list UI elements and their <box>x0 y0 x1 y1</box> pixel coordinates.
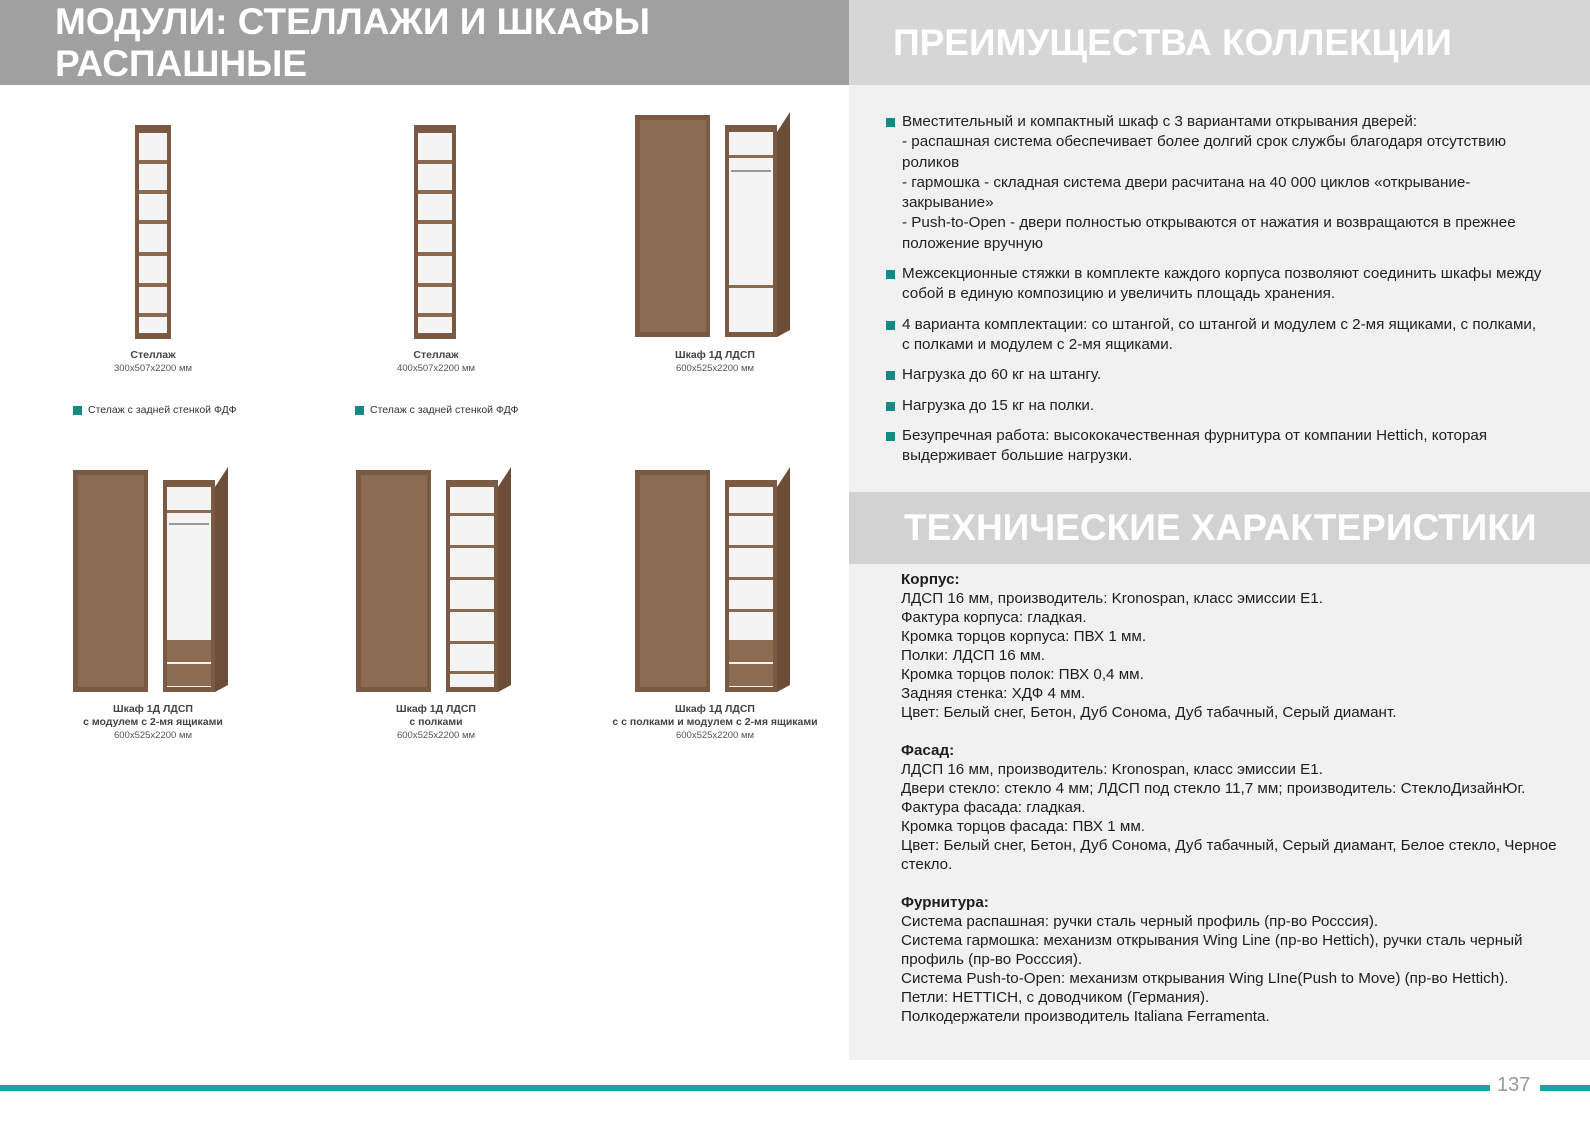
advantage-item <box>886 264 1546 305</box>
product-name: Шкаф 1Д ЛДСП <box>396 703 476 715</box>
wardrobe-drawers-image <box>38 465 268 697</box>
product-dims: 300x507x2200 мм <box>113 363 193 374</box>
product-name: Шкаф 1Д ЛДСП <box>675 349 755 361</box>
advantage-text: Межсекционные стяжки в комплекте каждого корпуса позволяют соединить шкафы между собой в единую композицию и увеличить площадь хранения. <box>902 265 1542 303</box>
bullet-square-icon <box>886 402 895 411</box>
advantage-text: Нагрузка до 60 кг на штангу. <box>902 366 1102 384</box>
advantages-title-text: ПРЕИМУЩЕСТВА КОЛЛЕКЦИИ <box>893 21 1452 63</box>
advantages-list <box>886 112 1546 476</box>
spec-furnitura-text: Система распашная: ручки сталь черный профиль (пр-во Росссия). Система гармошка: механизм открывания Wing Line (пр-во Hettich), ручки сталь черный профиль (пр-во Росссия). Система Push-to-Open: механизм открывания Wing LIne(Push to Move) (пр-во Hettich). Петли: HETTICH, с доводчиком (Германия). Полкодержатели производитель Italiana Ferramenta. <box>901 913 1523 1025</box>
tech-title-text: ТЕХНИЧЕСКИЕ ХАРАКТЕРИСТИКИ <box>904 507 1537 548</box>
tech-title <box>849 492 1590 564</box>
product-note-text: Стелаж с задней стенкой ФДФ <box>88 404 237 416</box>
product-name: Шкаф 1Д ЛДСП <box>675 703 755 715</box>
bullet-square-icon <box>886 432 895 441</box>
product-name: Стеллаж <box>130 349 176 361</box>
product-dims: 600x525x2200 мм <box>675 730 755 741</box>
product-dims: 400x507x2200 мм <box>396 363 476 374</box>
bullet-square-icon <box>886 371 895 380</box>
spec-fasad-title: Фасад: <box>901 742 955 759</box>
product-name: Шкаф 1Д ЛДСП <box>113 703 193 715</box>
wardrobe-shelves-image <box>321 465 551 697</box>
bullet-square-icon <box>73 406 82 415</box>
product-note <box>73 404 236 416</box>
bullet-square-icon <box>886 118 895 127</box>
wardrobe-rod-image <box>600 110 830 343</box>
advantage-text: 4 варианта комплектации: со штангой, со штангой и модулем с 2-мя ящиками, с полками, с полками и модулем с 2-мя ящиками. <box>902 315 1537 353</box>
spec-fasad-text: ЛДСП 16 мм, производитель: Kronospan, класс эмиссии Е1. Двери стекло: стекло 4 мм; ЛДСП под стекло 11,7 мм; производитель: СтеклоДизайнЮг. Фактура фасада: гладкая. Кромка торцов фасада: ПВХ 1 мм. Цвет: Белый снег, Бетон, Дуб Сонома, Дуб табачный, Серый диамант, Белое стекло, Черное стекло. <box>901 761 1557 873</box>
product-subtitle: с с полками и модулем с 2-мя ящиками <box>612 716 818 728</box>
product-name: Стеллаж <box>413 349 459 361</box>
advantage-text: Нагрузка до 15 кг на полки. <box>902 396 1095 414</box>
product-card <box>38 115 268 375</box>
product-subtitle: с модулем с 2-мя ящиками <box>83 716 223 728</box>
spec-korpus <box>901 570 1561 722</box>
tech-specs <box>901 570 1561 1045</box>
bullet-square-icon <box>886 321 895 330</box>
advantages-title <box>849 0 1590 85</box>
advantage-item <box>886 315 1546 356</box>
bullet-square-icon <box>355 406 364 415</box>
page-title-text: МОДУЛИ: СТЕЛЛАЖИ И ШКАФЫ РАСПАШНЫЕ <box>55 0 650 84</box>
spec-furnitura <box>901 893 1561 1026</box>
advantage-item <box>886 365 1546 385</box>
page-number: 137 <box>1497 1074 1531 1096</box>
product-card <box>321 465 551 742</box>
spec-korpus-text: ЛДСП 16 мм, производитель: Kronospan, класс эмиссии Е1. Фактура корпуса: гладкая. Кромка торцов корпуса: ПВХ 1 мм. Полки: ЛДСП 16 мм. Кромка торцов полок: ПВХ 0,4 мм. Задняя стенка: ХДФ 4 мм. Цвет: Белый снег, Бетон, Дуб Сонома, Дуб табачный, Серый диамант. <box>901 590 1397 721</box>
bullet-square-icon <box>886 270 895 279</box>
advantage-text: Безупречная работа: высококачественная фурнитура от компании Hettich, которая выдерживает большие нагрузки. <box>902 426 1488 465</box>
shelf-narrow-image <box>38 115 268 343</box>
spec-fasad <box>901 741 1561 874</box>
product-dims: 600x525x2200 мм <box>113 730 193 741</box>
spec-korpus-title: Корпус: <box>901 571 960 588</box>
footer-line-right <box>1540 1085 1590 1091</box>
product-dims: 600x525x2200 мм <box>675 363 755 374</box>
product-subtitle: с полками <box>409 716 463 728</box>
page-title <box>0 0 849 85</box>
advantage-item <box>886 396 1546 416</box>
advantage-item <box>886 112 1546 254</box>
shelf-wide-image <box>321 115 551 343</box>
product-card <box>600 110 830 375</box>
advantage-text: Вместительный и компактный шкаф с 3 вариантами открывания дверей: - распашная система обеспечивает более долгий срок службы благодаря отсутствию роликов - гармошка - складная система двери расчитана на 40 000 циклов «открывание-закрывание» - Push-to-Open - двери полностью открываются от нажатия и возвращаются в прежнее положение вручную <box>902 113 1516 252</box>
wardrobe-shelves-drawers-image <box>600 465 830 697</box>
spec-furnitura-title: Фурнитура: <box>901 894 989 911</box>
product-note <box>355 404 518 416</box>
product-card <box>38 465 268 742</box>
advantage-item <box>886 426 1546 467</box>
product-dims: 600x525x2200 мм <box>396 730 476 741</box>
product-card <box>600 465 830 742</box>
product-card <box>321 115 551 375</box>
footer-line <box>0 1085 1490 1091</box>
product-note-text: Стелаж с задней стенкой ФДФ <box>370 404 519 416</box>
